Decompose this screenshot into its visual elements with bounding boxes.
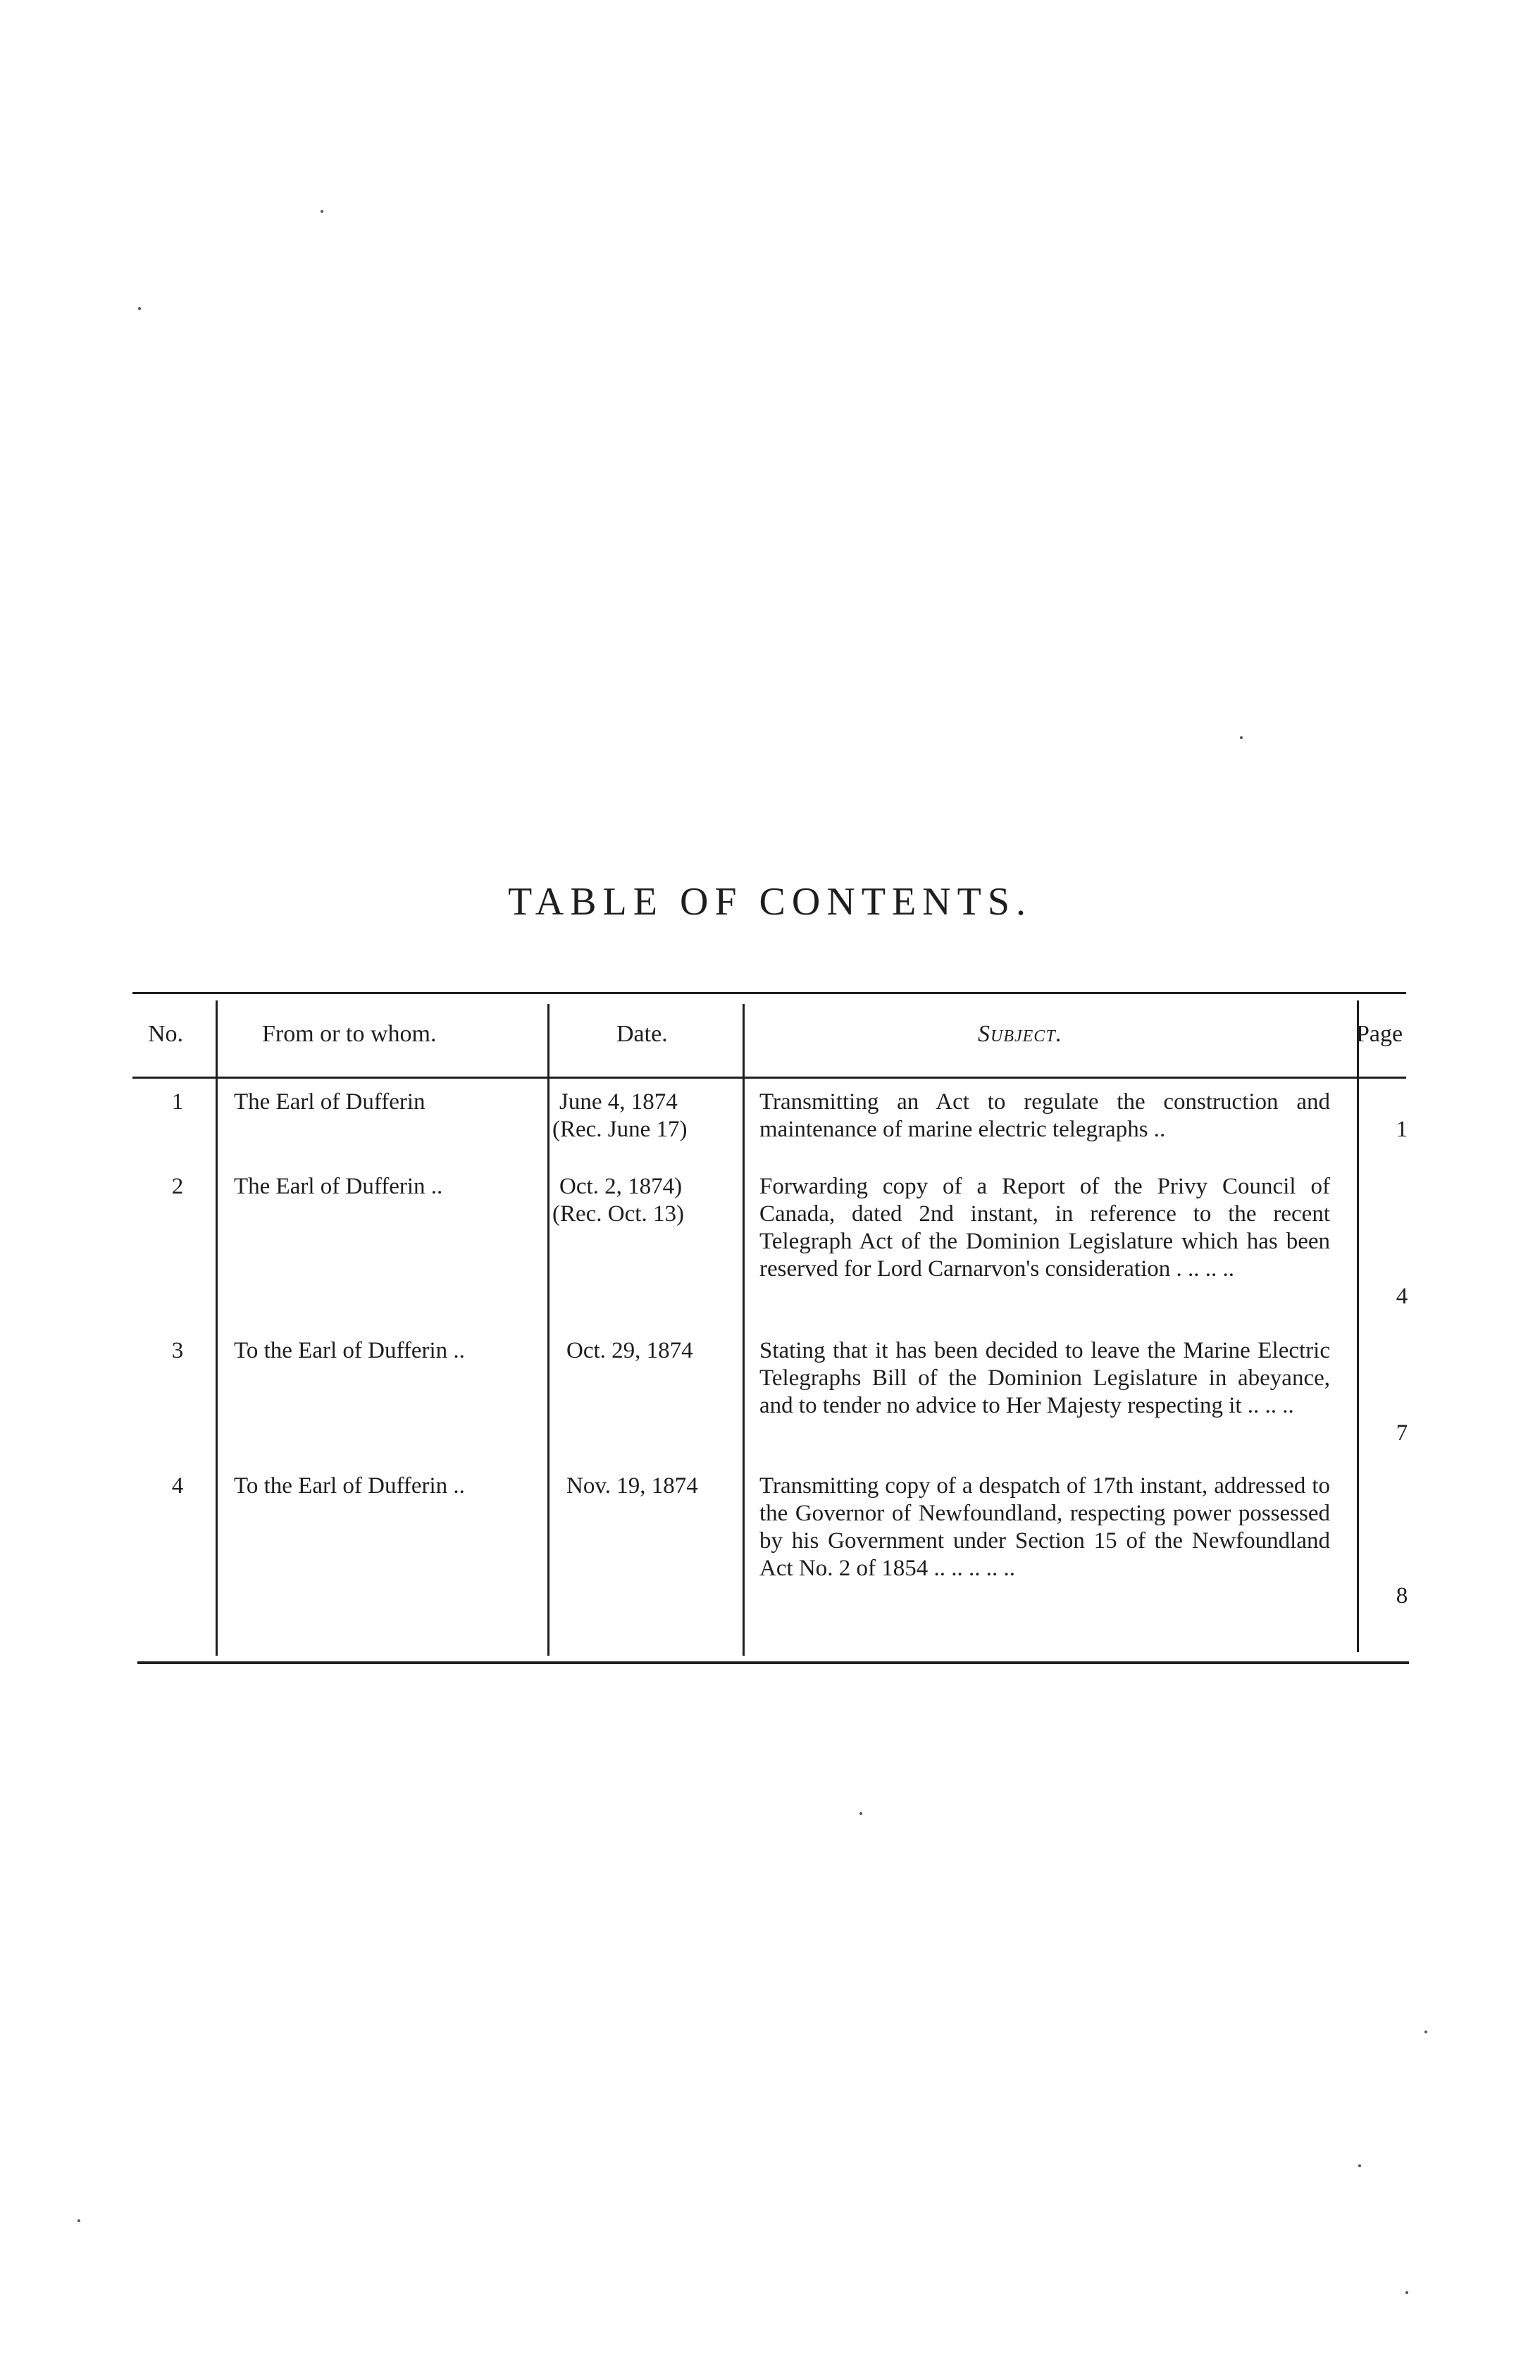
row-number: 3 [171,1338,184,1363]
scan-speck [321,210,323,213]
column-header-subject: Subject. [978,1021,1063,1047]
row-from: To the Earl of Dufferin .. [234,1473,465,1499]
row-page: 8 [1396,1583,1408,1609]
row-subject [759,1173,1330,1283]
scan-speck [1240,736,1243,739]
column-divider [1357,1000,1359,1652]
column-divider [743,1004,745,1656]
column-divider [216,1000,218,1656]
row-subject [759,1089,1330,1143]
scan-speck [859,1812,862,1815]
header-rule [132,1077,1406,1079]
scan-speck [1424,2031,1427,2033]
scan-speck [138,307,141,310]
row-subject-text: Forwarding copy of a Report of the Privy Council of Canada, dated 2nd instant, in reference to the recent Telegraph Act of the Dominion Legislature which has been reserved for Lord Carnarvon's consideration . .. .. .. [759,1174,1330,1282]
row-number: 4 [171,1473,184,1499]
scan-speck [77,2219,80,2222]
column-header-no: No. [148,1021,184,1047]
row-number: 1 [171,1089,184,1115]
row-date: Oct. 2, 1874) [559,1174,683,1199]
row-from: To the Earl of Dufferin .. [234,1338,465,1363]
table-bottom-rule [137,1661,1409,1664]
row-page: 7 [1396,1420,1408,1446]
row-subject [759,1473,1330,1582]
table-top-rule [132,992,1406,994]
row-from: The Earl of Dufferin .. [234,1174,443,1199]
page-title: TABLE OF CONTENTS. [508,880,1032,924]
row-subject-text: Transmitting an Act to regulate the construction and maintenance of marine electric telegraphs .. [759,1089,1330,1142]
column-divider [547,1004,549,1656]
row-date: Nov. 19, 1874 [566,1473,698,1499]
column-header-date: Date. [616,1021,668,1047]
row-date: June 4, 1874 [559,1089,678,1115]
scan-speck [1405,2291,1408,2294]
row-from: The Earl of Dufferin [234,1089,426,1115]
column-header-page: Page [1356,1021,1403,1047]
row-date: Oct. 29, 1874 [566,1338,693,1363]
row-subject-text: Transmitting copy of a despatch of 17th instant, addressed to the Governor of Newfoundland, respecting power possessed by his Government under Section 15 of the Newfoundland Act No. 2 of 1854 .. .. .. .. .. [759,1473,1330,1581]
row-page: 1 [1396,1117,1408,1142]
row-subject [759,1337,1330,1420]
row-date-received: (Rec. June 17) [552,1117,688,1142]
row-page: 4 [1396,1284,1408,1309]
scan-speck [1358,2164,1361,2167]
row-subject-text: Stating that it has been decided to leave the Marine Electric Telegraphs Bill of the Dominion Legislature in abeyance, and to tender no advice to Her Majesty respecting it .. .. .. [759,1338,1330,1418]
row-date-received: (Rec. Oct. 13) [552,1201,684,1227]
column-header-from: From or to whom. [262,1021,437,1047]
row-number: 2 [171,1174,184,1199]
